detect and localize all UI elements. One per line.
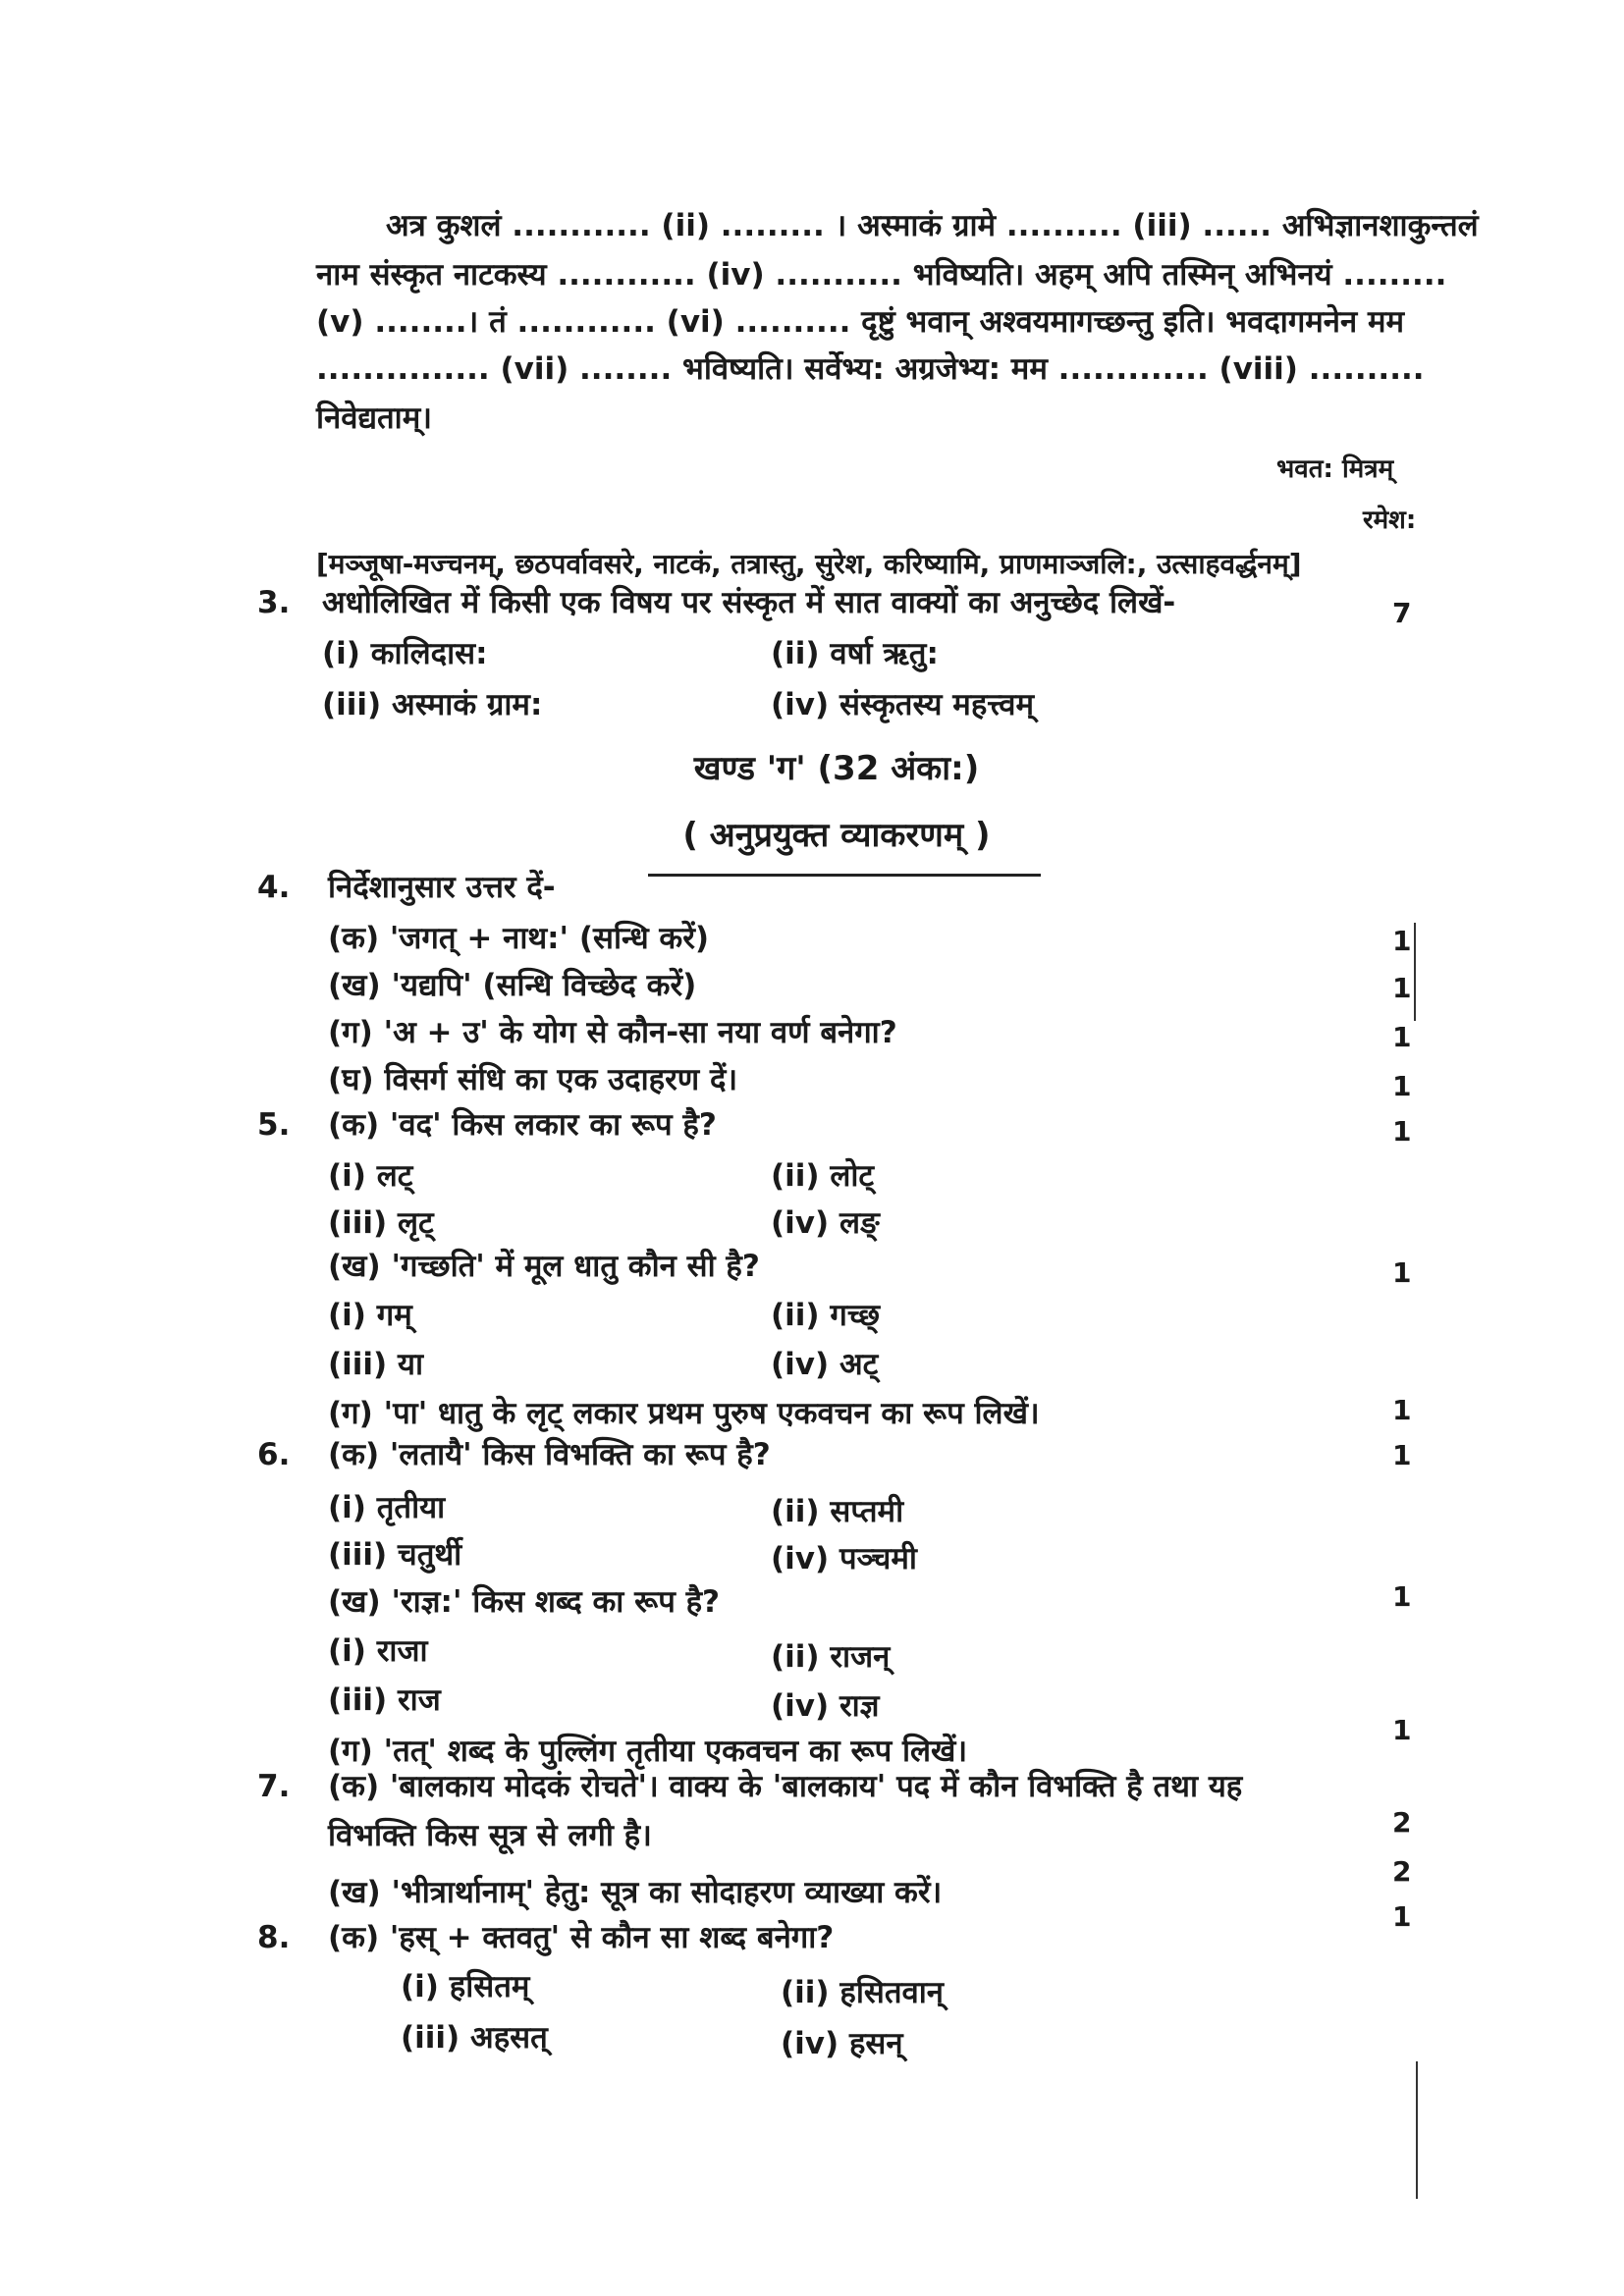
letter-line: (v) ........। तं ............ (vi) .......... दृष्टुं भवान् अश्वयमागच्छन्तु इति। भवदागमनेन मम bbox=[316, 304, 1405, 340]
question-text: (क) 'वद' किस लकार का रूप है? bbox=[328, 1107, 717, 1143]
question-text: (क) 'लतायै' किस विभक्ति का रूप है? bbox=[328, 1437, 771, 1472]
marks: 7 bbox=[1392, 597, 1412, 629]
marks: 1 bbox=[1392, 1900, 1412, 1933]
option: (ii) गच्छ् bbox=[771, 1298, 880, 1333]
marks: 1 bbox=[1392, 1021, 1412, 1053]
option: (iii) अहसत् bbox=[401, 2020, 548, 2056]
question-text: (क) 'बालकाय मोदकं रोचते'। वाक्य के 'बालकाय' पद में कौन विभक्ति है तथा यह bbox=[328, 1769, 1243, 1804]
margin-line bbox=[1414, 923, 1416, 1021]
option: (iv) हसन् bbox=[781, 2026, 903, 2061]
option: (i) राजा bbox=[328, 1633, 428, 1669]
letter-line: अत्र कुशलं ............ (ii) ......... । अस्माकं ग्रामे .......... (iii) ...... अभिज्ञानशाकुन्तलं bbox=[386, 208, 1479, 243]
option: (iii) चतुर्थी bbox=[328, 1537, 462, 1573]
question-text: (ख) 'राज्ञ:' किस शब्द का रूप है? bbox=[328, 1584, 721, 1620]
question-text: विभक्ति किस सूत्र से लगी है। bbox=[328, 1818, 652, 1853]
margin-line bbox=[1416, 2061, 1418, 2199]
section-title: खण्ड 'ग' (32 अंका:) bbox=[693, 749, 980, 788]
option: (ii) हसितवान् bbox=[781, 1975, 944, 2010]
question-text: अधोलिखित में किसी एक विषय पर संस्कृत में सात वाक्यों का अनुच्छेद लिखें- bbox=[322, 585, 1176, 620]
letter-signature: रमेश: bbox=[1363, 506, 1417, 535]
question-part: (ख) 'यद्यपि' (सन्धि विच्छेद करें) bbox=[328, 968, 697, 1003]
option: (iii) अस्माकं ग्राम: bbox=[322, 687, 543, 722]
option: (iv) राज्ञ bbox=[771, 1688, 880, 1724]
option: (i) गम् bbox=[328, 1298, 412, 1333]
section-subtitle: ( अनुप्रयुक्त व्याकरणम् ) bbox=[682, 816, 991, 855]
option: (iii) लृट् bbox=[328, 1205, 434, 1241]
question-text: (ख) 'गच्छति' में मूल धातु कौन सी है? bbox=[328, 1249, 760, 1284]
marks: 1 bbox=[1392, 1439, 1412, 1471]
letter-line: नाम संस्कृत नाटकस्य ............ (iv) ........... भविष्यति। अहम् अपि तस्मिन् अभिनयं ......... bbox=[316, 257, 1447, 293]
question-number: 3. bbox=[257, 585, 291, 620]
question-text: निर्देशानुसार उत्तर दें- bbox=[328, 870, 556, 905]
option: (i) हसितम् bbox=[401, 1969, 530, 2004]
option: (iv) संस्कृतस्य महत्त्वम् bbox=[771, 687, 1035, 722]
question-text: (क) 'हस् + क्तवतु' से कौन सा शब्द बनेगा? bbox=[328, 1920, 835, 1955]
option: (i) लट् bbox=[328, 1158, 413, 1194]
question-part: (घ) विसर्ग संधि का एक उदाहरण दें। bbox=[328, 1062, 738, 1097]
question-number: 6. bbox=[257, 1437, 291, 1472]
option: (ii) लोट् bbox=[771, 1158, 875, 1194]
question-number: 4. bbox=[257, 870, 291, 905]
option: (iii) या bbox=[328, 1347, 424, 1382]
letter-line: ............... (vii) ........ भविष्यति। सर्वेभ्य: अग्रजेभ्य: मम ............. (viii) .......... bbox=[316, 351, 1425, 387]
marks: 1 bbox=[1392, 1580, 1412, 1613]
question-number: 8. bbox=[257, 1920, 291, 1955]
letter-line: निवेद्यताम्। bbox=[316, 400, 432, 436]
marks: 1 bbox=[1392, 925, 1412, 957]
question-number: 7. bbox=[257, 1769, 291, 1804]
marks: 1 bbox=[1392, 972, 1412, 1004]
question-text: (ग) 'पा' धातु के लृट् लकार प्रथम पुरुष एकवचन का रूप लिखें। bbox=[328, 1396, 1040, 1431]
word-box: [मञ्जूषा-मज्चनम्, छठपर्वावसरे, नाटकं, तत्रास्तु, सुरेश, करिष्यामि, प्राणमाञ्जलि:, उत्साहवर्द्धनम्] bbox=[316, 548, 1302, 580]
option: (i) तृतीया bbox=[328, 1490, 446, 1525]
option: (ii) सप्तमी bbox=[771, 1494, 904, 1529]
option: (ii) वर्षा ऋतु: bbox=[771, 636, 939, 671]
marks: 2 bbox=[1392, 1855, 1412, 1888]
question-text: (ग) 'तत्' शब्द के पुल्लिंग तृतीया एकवचन का रूप लिखें। bbox=[328, 1734, 968, 1769]
letter-closing: भवत: मित्रम् bbox=[1276, 454, 1394, 484]
marks: 1 bbox=[1392, 1714, 1412, 1746]
question-part: (क) 'जगत् + नाथ:' (सन्धि करें) bbox=[328, 921, 710, 956]
question-part: (ग) 'अ + उ' के योग से कौन-सा नया वर्ण बनेगा? bbox=[328, 1015, 897, 1050]
option: (i) कालिदास: bbox=[322, 636, 488, 671]
option: (iv) अट् bbox=[771, 1347, 879, 1382]
marks: 1 bbox=[1392, 1115, 1412, 1148]
option: (iv) लङ् bbox=[771, 1205, 880, 1241]
question-text: (ख) 'भीत्रार्थानाम्' हेतु: सूत्र का सोदाहरण व्याख्या करें। bbox=[328, 1875, 943, 1910]
option: (iii) राज bbox=[328, 1682, 441, 1718]
marks: 2 bbox=[1392, 1806, 1412, 1839]
section-underline bbox=[648, 874, 1041, 877]
option: (ii) राजन् bbox=[771, 1639, 891, 1675]
question-number: 5. bbox=[257, 1107, 291, 1143]
marks: 1 bbox=[1392, 1256, 1412, 1289]
marks: 1 bbox=[1392, 1070, 1412, 1102]
option: (iv) पञ्चमी bbox=[771, 1541, 917, 1576]
marks: 1 bbox=[1392, 1394, 1412, 1426]
